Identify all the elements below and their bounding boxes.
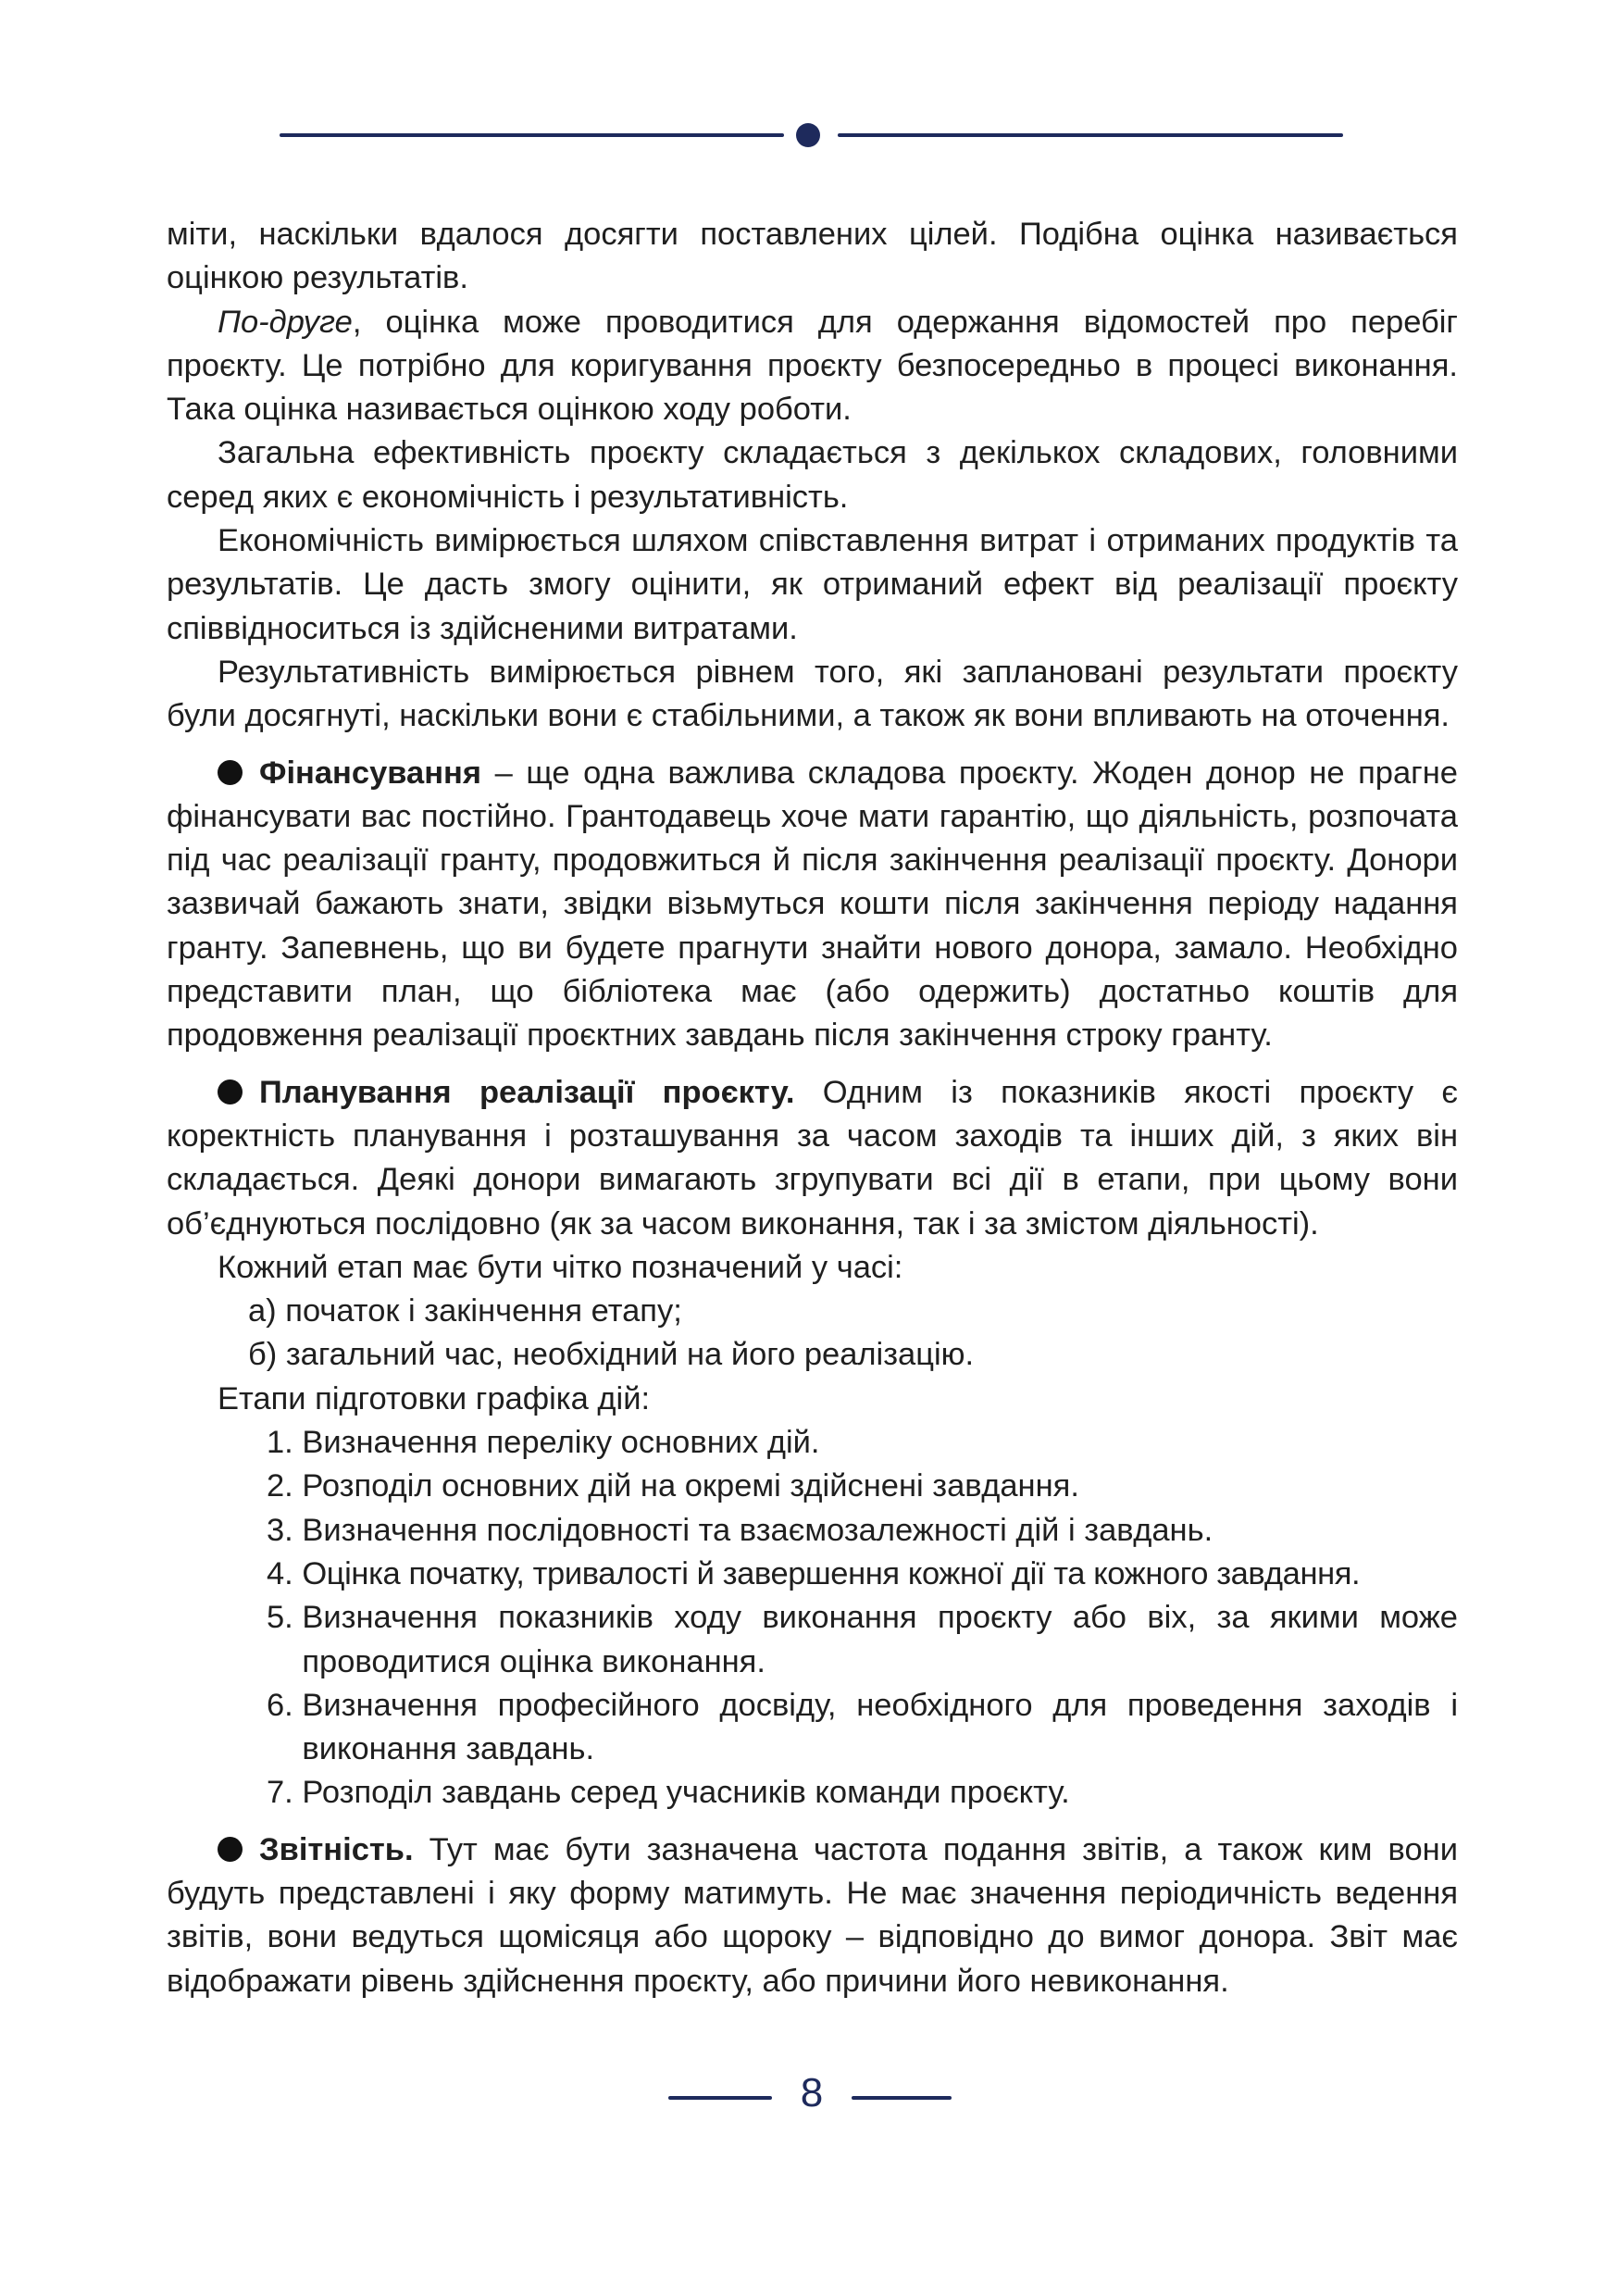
bullet-icon (218, 1837, 243, 1862)
list-number: 1. (267, 1425, 303, 1461)
footer-rule-left (668, 2096, 772, 2100)
paragraph: міти, наскільки вдалося досягти поставлених цілей. Подібна оцінка називається оцінкою результатів. (167, 217, 1458, 296)
list-text: Визначення професійного досвіду, необхідного для проведення заходів і виконання завдань. (302, 1687, 1458, 1767)
list-text: Розподіл завдань серед учасників команди проєкту. (302, 1775, 1070, 1811)
list-number: 5. (267, 1600, 303, 1636)
bullet-icon (218, 1079, 243, 1104)
header-ornament-dot (796, 123, 820, 147)
list-item: б) загальний час, необхідний на його реалізацію. (248, 1337, 975, 1373)
list-item (167, 1771, 1458, 1815)
page-body (167, 213, 1458, 2003)
paragraph: Загальна ефективність проєкту складається з декількох складових, головними серед яких є економічність і результативність. (167, 435, 1458, 515)
list-number: 7. (267, 1775, 303, 1811)
paragraph: Економічність вимірюється шляхом співставлення витрат і отриманих продуктів та результатів. Це дасть змогу оцінити, як отриманий ефект від реалізації проєкту співвідноситься із здійсненими витратами. (167, 523, 1458, 646)
stage-intro: Кожний етап має бути чітко позначений у часі: (218, 1249, 903, 1285)
section-title: Фінансування (259, 755, 482, 791)
list-text: Розподіл основних дій на окремі здійснені завдання. (302, 1468, 1079, 1504)
section-text: – ще одна важлива складова проєкту. Жоден донор не прагне фінансувати вас постійно. Грантодавець хоче мати гарантію, що діяльність, розпочата під час реалізації гранту, продовжиться й після закінчення реалізації проєкту. Донори зазвичай бажають знати, звідки візьмуться кошти після закінчення періоду надання гранту. Запевнень, що ви будете прагнути знайти нового донора, замало. Необхідно представити план, що бібліотека має (або одержить) достатньо коштів для продовження реалізації проєктних завдань після закінчення строку гранту. (167, 755, 1458, 1054)
header-rule-right (838, 133, 1343, 137)
section-title: Звітність. (259, 1831, 414, 1867)
section-text: Одним із показників якості проєкту є коректність планування і розташування за часом заходів та інших дій, з яких він складається. Деякі донори вимагають згрупувати всі дії в етапи, при цьому вони об’єднуються послідовно (як за часом виконання, так і за змістом діяльності). (167, 1074, 1458, 1242)
list-item (167, 1509, 1458, 1553)
list-item (167, 1421, 1458, 1465)
header-rule-left (280, 133, 784, 137)
paragraph: Результативність вимірюється рівнем того, які заплановані результати проєкту були досягнуті, наскільки вони є стабільними, а також як вони впливають на оточення. (167, 654, 1458, 734)
list-item: а) початок і закінчення етапу; (248, 1293, 682, 1329)
section-title: Планування реалізації проєкту. (259, 1074, 795, 1110)
list-item (167, 1553, 1458, 1596)
list-text: Визначення послідовності та взаємозалежності дій і завдань. (302, 1512, 1214, 1548)
list-number: 4. (267, 1555, 303, 1591)
steps-intro: Етапи підготовки графіка дій: (218, 1380, 651, 1416)
section-planning (167, 1071, 1458, 1246)
list-number: 3. (267, 1512, 303, 1548)
section-text: Тут має бути зазначена частота подання звітів, а також ким вони будуть представлені і яку форму матимуть. Не має значення періодичність ведення звітів, вони ведуться щомісяця або щороку – відповідно до вимог донора. Звіт має відображати рівень здійснення проєкту, або причини його невиконання. (167, 1831, 1458, 1999)
list-number: 6. (267, 1687, 303, 1723)
list-item (167, 1596, 1458, 1684)
list-text: Визначення показників ходу виконання проєкту або віх, за якими може проводитися оцінка виконання. (302, 1600, 1458, 1679)
emphasis: По-друге (218, 304, 353, 340)
paragraph (167, 301, 1458, 432)
bullet-icon (218, 760, 243, 785)
paragraph-text: , оцінка може проводитися для одержання відомостей про перебіг проєкту. Це потрібно для коригування проєкту безпосередньо в процесі виконання. Така оцінка називається оцінкою ходу роботи. (167, 304, 1458, 428)
section-financing (167, 752, 1458, 1058)
list-text: Визначення переліку основних дій. (302, 1425, 820, 1461)
list-item (167, 1465, 1458, 1508)
section-reporting (167, 1828, 1458, 2003)
list-number: 2. (267, 1468, 303, 1504)
list-text: Оцінка початку, тривалості й завершення кожної дії та кожного завдання. (302, 1555, 1361, 1591)
list-item (167, 1684, 1458, 1772)
page-number: 8 (800, 2070, 824, 2115)
footer-rule-right (852, 2096, 952, 2100)
